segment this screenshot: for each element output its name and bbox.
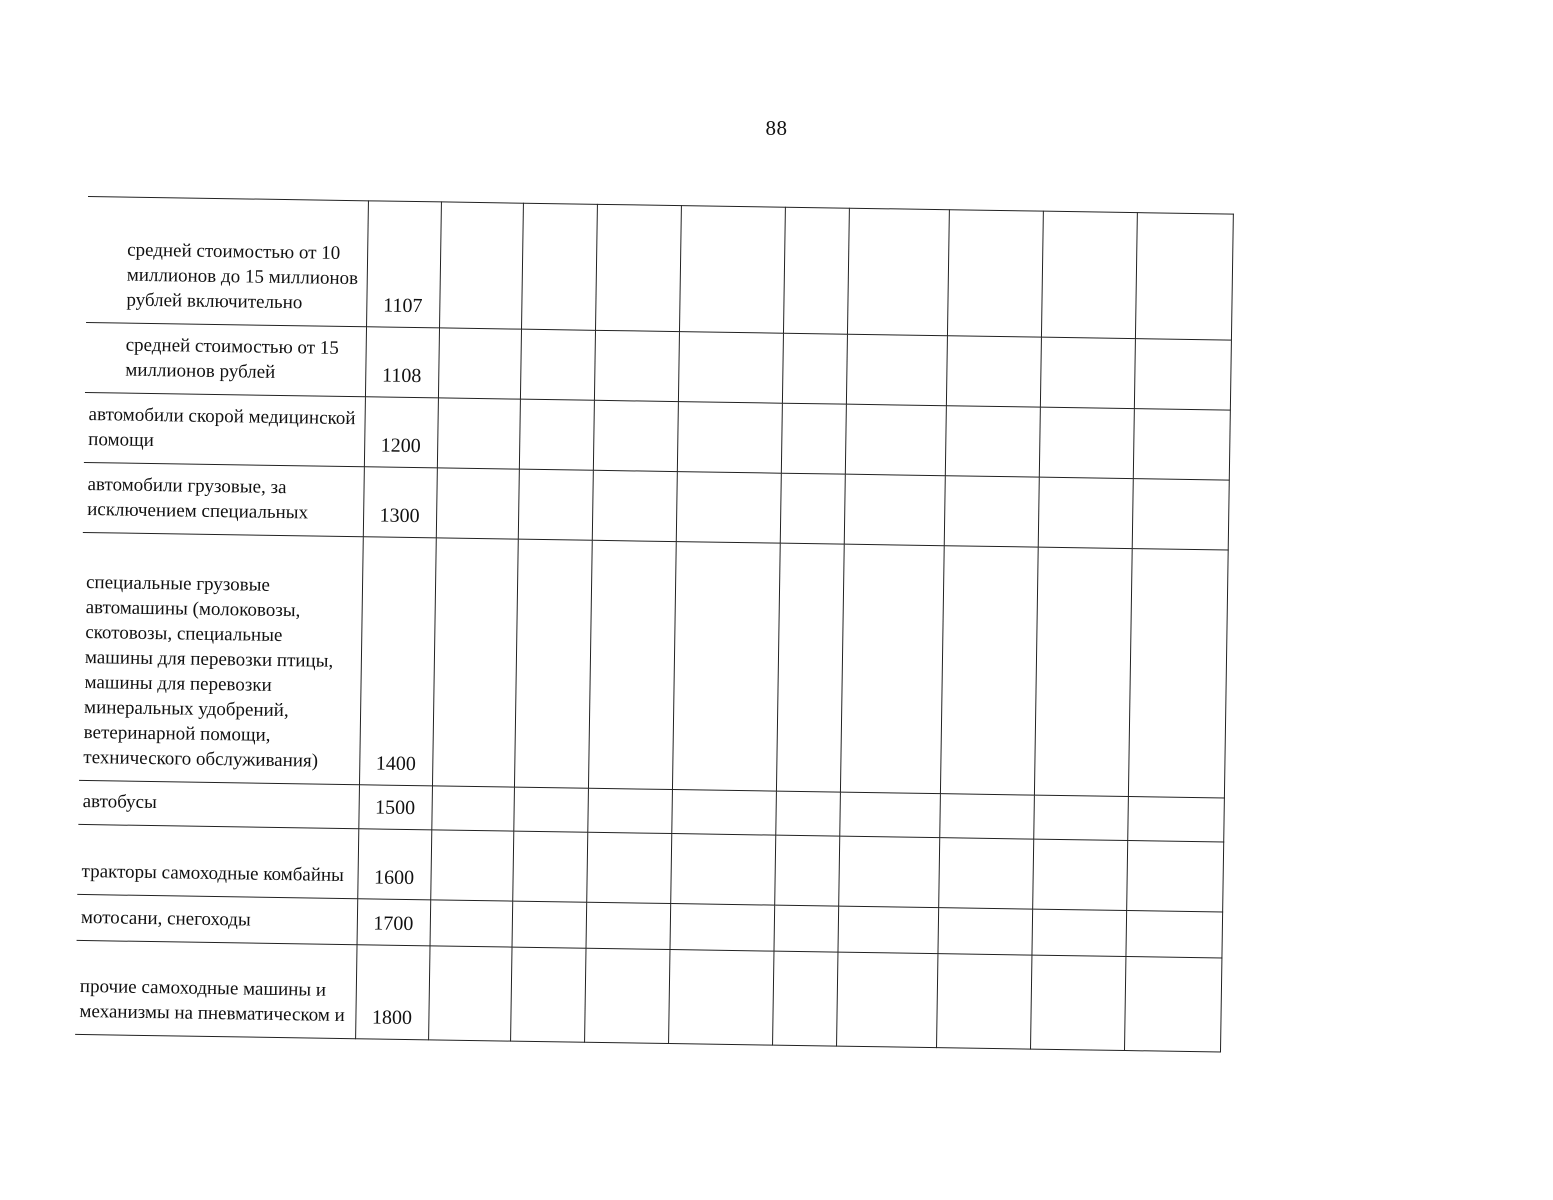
- empty-cell: [1031, 909, 1126, 956]
- empty-cell: [1133, 409, 1230, 480]
- empty-cell: [772, 951, 837, 1046]
- empty-cell: [836, 952, 937, 1048]
- empty-cell: [593, 400, 678, 471]
- empty-cell: [937, 908, 1032, 955]
- empty-cell: [584, 948, 669, 1043]
- empty-cell: [1124, 957, 1221, 1052]
- empty-cell: [430, 830, 513, 901]
- table-body: [75, 196, 1233, 1051]
- empty-cell: [513, 787, 588, 832]
- empty-cell: [672, 542, 780, 792]
- empty-cell: [1132, 479, 1229, 550]
- empty-cell: [774, 835, 839, 906]
- empty-cell: [775, 791, 840, 836]
- empty-cell: [840, 544, 944, 794]
- empty-cell: [845, 404, 946, 476]
- empty-cell: [671, 790, 776, 836]
- empty-cell: [945, 406, 1040, 477]
- table-row: [79, 532, 1228, 798]
- row-label: средней стоимостью от 15 миллионов рублей: [85, 322, 366, 396]
- empty-cell: [677, 402, 782, 474]
- row-label: средней стоимостью от 10 миллионов до 15 миллионов рублей включительно: [86, 196, 368, 326]
- empty-cell: [521, 203, 597, 330]
- empty-cell: [518, 469, 593, 540]
- row-label: прочие самоходные машины и механизмы на пневматическом и: [75, 940, 356, 1038]
- empty-cell: [839, 792, 940, 838]
- empty-cell: [1039, 407, 1134, 478]
- empty-cell: [846, 334, 947, 406]
- empty-cell: [947, 210, 1043, 337]
- empty-cell: [939, 794, 1034, 839]
- empty-cell: [946, 336, 1041, 407]
- empty-cell: [586, 832, 671, 903]
- row-label: тракторы самоходные комбайны: [77, 824, 358, 898]
- empty-cell: [679, 206, 785, 334]
- empty-cell: [1127, 797, 1224, 842]
- report-table: [75, 196, 1233, 1052]
- row-code: 1200: [364, 397, 438, 468]
- row-code: 1108: [365, 327, 439, 398]
- empty-cell: [782, 333, 847, 404]
- page-number: 88: [765, 116, 788, 140]
- empty-cell: [514, 539, 592, 788]
- row-code: 1107: [366, 201, 441, 328]
- empty-cell: [1040, 337, 1135, 408]
- empty-cell: [1128, 549, 1228, 798]
- empty-cell: [1134, 339, 1231, 410]
- empty-cell: [1034, 547, 1132, 796]
- empty-cell: [436, 468, 519, 539]
- empty-cell: [439, 202, 523, 329]
- empty-cell: [1135, 213, 1233, 340]
- empty-cell: [594, 330, 679, 401]
- empty-cell: [510, 947, 585, 1042]
- empty-cell: [847, 208, 949, 336]
- empty-cell: [592, 470, 677, 541]
- empty-cell: [678, 332, 783, 404]
- empty-cell: [595, 204, 681, 331]
- empty-cell: [431, 786, 514, 831]
- empty-cell: [432, 538, 518, 787]
- empty-cell: [838, 836, 939, 908]
- row-code: 1700: [357, 899, 431, 946]
- empty-cell: [430, 900, 513, 947]
- empty-cell: [940, 546, 1038, 795]
- empty-cell: [781, 403, 846, 474]
- empty-cell: [1032, 839, 1127, 910]
- row-code: 1400: [359, 537, 436, 786]
- empty-cell: [938, 838, 1033, 909]
- empty-cell: [780, 473, 845, 544]
- empty-cell: [512, 901, 587, 948]
- row-label: специальные грузовые автомашины (молоковозы, скотовозы, специальные машины для перевозки птицы, машины для перевозки минеральных удобрений, ветеринарной помощи, технического обслуживания): [79, 532, 363, 784]
- empty-cell: [670, 834, 775, 906]
- empty-cell: [1038, 477, 1133, 548]
- report-table-wrapper: [75, 196, 1233, 1052]
- empty-cell: [776, 543, 844, 792]
- row-code: 1600: [357, 829, 431, 900]
- empty-cell: [944, 476, 1039, 547]
- empty-cell: [520, 329, 595, 400]
- empty-cell: [437, 398, 520, 469]
- empty-cell: [1126, 841, 1223, 912]
- row-code: 1300: [363, 467, 437, 538]
- row-code: 1800: [355, 945, 429, 1040]
- row-label: мотосани, снегоходы: [77, 894, 358, 944]
- empty-cell: [668, 950, 773, 1046]
- empty-cell: [844, 474, 945, 546]
- empty-cell: [588, 540, 676, 789]
- empty-cell: [669, 904, 774, 952]
- row-label: автомобили грузовые, за исключением специальных: [83, 462, 364, 536]
- empty-cell: [428, 946, 511, 1041]
- table-row: [86, 196, 1233, 340]
- empty-cell: [519, 399, 594, 470]
- row-label: автобусы: [78, 780, 359, 828]
- empty-cell: [1041, 211, 1137, 338]
- empty-cell: [1030, 955, 1125, 1050]
- empty-cell: [783, 207, 849, 334]
- empty-cell: [837, 906, 938, 954]
- empty-cell: [586, 902, 671, 949]
- row-code: 1500: [358, 785, 432, 830]
- empty-cell: [512, 831, 587, 902]
- empty-cell: [587, 788, 672, 833]
- empty-cell: [936, 954, 1031, 1049]
- empty-cell: [676, 472, 781, 544]
- empty-cell: [1125, 911, 1222, 958]
- table-row: [75, 940, 1221, 1052]
- row-label: автомобили скорой медицинской помощи: [84, 392, 365, 466]
- empty-cell: [438, 328, 521, 399]
- empty-cell: [773, 905, 838, 952]
- empty-cell: [1033, 795, 1128, 840]
